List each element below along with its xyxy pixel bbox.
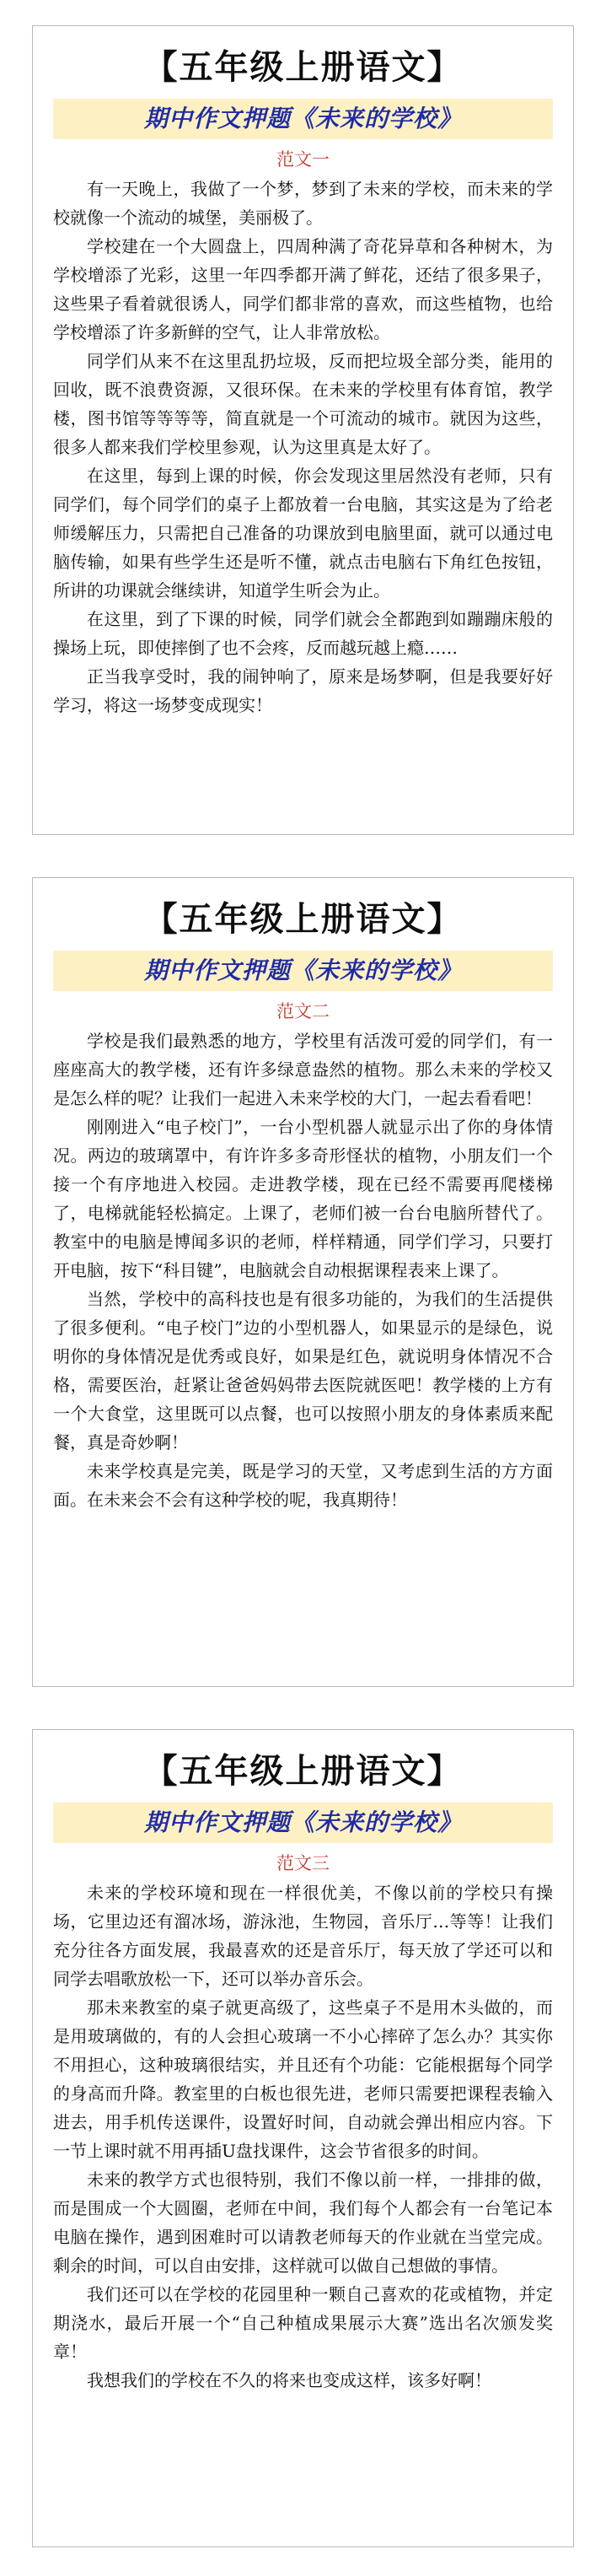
paragraph: 有一天晚上，我做了一个梦，梦到了未来的学校，而未来的学校就像一个流动的城堡，美丽极了。 [53,179,553,228]
main-title: 【五年级上册语文】 [143,1752,463,1791]
essay-body [53,1027,553,1514]
sample-label: 范文三 [276,1853,330,1873]
sample-label: 范文二 [276,1001,330,1021]
paragraph: 未来的教学方式也很特别，我们不像以前一样，一排排的做，而是围成一个大圆圈，老师在中间，我们每个人都会有一台笔记本电脑在操作，遇到困难时可以请教老师每天的作业就在当堂完成。剩余的时间，可以自由安排，这样就可以做自己想做的事情。 [53,2169,553,2276]
paragraph: 我想我们的学校在不久的将来也变成这样，该多好啊！ [87,2370,491,2390]
main-title: 【五年级上册语文】 [143,900,463,939]
sample-label: 范文一 [276,149,330,170]
paragraph: 未来学校真是完美，既是学习的天堂，又考虑到生活的方方面面。在未来会不会有这种学校的呢，我真期待！ [53,1461,553,1510]
paragraph: 正当我享受时，我的闹钟响了，原来是场梦啊，但是我要好好学习，将这一场梦变成现实！ [53,666,553,715]
paragraph: 那未来教室的桌子就更高级了，这些桌子不是用木头做的，而是用玻璃做的，有的人会担心玻璃一不小心摔碎了怎么办？其实你不用担心，这种玻璃很结实，并且还有个功能：它能根据每个同学的身高而升降。教室里的白板也很先进，老师只需要把课程表输入进去，用手机传送课件，设置好时间，自动就会弹出相应内容。下一节上课时就不用再插U盘找课件，这会节省很多的时间。 [53,1997,553,2161]
subtitle: 期中作文押题《未来的学校》 [143,105,462,132]
article-card-2 [32,877,574,1687]
essay-body [53,175,553,719]
main-title: 【五年级上册语文】 [143,48,463,87]
essay-body [53,1878,553,2395]
subtitle: 期中作文押题《未来的学校》 [143,1808,462,1836]
paragraph: 同学们从来不在这里乱扔垃圾，反而把垃圾全部分类，能用的回收，既不浪费资源，又很环保。在未来的学校里有体育馆，教学楼，图书馆等等等等，简直就是一个可流动的城市。就因为这些，很多人都来我们学校里参观，认为这里真是太好了。 [53,351,553,457]
paragraph: 学校是我们最熟悉的地方，学校里有活泼可爱的同学们，有一座座高大的教学楼，还有许多绿意盎然的植物。那么未来的学校又是怎么样的呢？让我们一起进入未来学校的大门，一起去看看吧！ [53,1031,553,1108]
subtitle: 期中作文押题《未来的学校》 [143,957,462,984]
paragraph: 我们还可以在学校的花园里种一颗自己喜欢的花或植物，并定期浇水，最后开展一个“自己种植成果展示大赛”选出名次颁发奖章！ [53,2284,553,2362]
article-card-3 [32,1729,574,2547]
paragraph: 当然，学校中的高科技也是有很多功能的，为我们的生活提供了很多便利。“电子校门”边的小型机器人，如果显示的是绿色，说明你的身体情况是优秀或良好，如果是红色，就说明身体情况不合格，需要医治，赶紧让爸爸妈妈带去医院就医吧！教学楼的上方有一个大食堂，这里既可以点餐，也可以按照小朋友的身体素质来配餐，真是奇妙啊！ [53,1289,553,1452]
paragraph: 未来的学校环境和现在一样很优美，不像以前的学校只有操场，它里边还有溜冰场，游泳池，生物园，音乐厅…等等！让我们充分往各方面发展，我最喜欢的还是音乐厅，每天放了学还可以和同学去唱歌放松一下，还可以举办音乐会。 [53,1883,553,1989]
article-card-1 [32,25,574,835]
subtitle-band [53,951,553,991]
paragraph: 在这里，到了下课的时候，同学们就会全都跑到如蹦蹦床般的操场上玩，即使摔倒了也不会疼，反而越玩越上瘾…… [53,609,553,658]
paragraph: 在这里，每到上课的时候，你会发现这里居然没有老师，只有同学们，每个同学们的桌子上都放着一台电脑，其实这是为了给老师缓解压力，只需把自己准备的功课放到电脑里面，就可以通过电脑传输，如果有些学生还是听不懂，就点击电脑右下角红色按钮，所讲的功课就会继续讲，知道学生听会为止。 [53,466,553,601]
subtitle-band [53,99,553,139]
paragraph: 刚刚进入“电子校门”，一台小型机器人就显示出了你的身体情况。两边的玻璃罩中，有许许多多奇形怪状的植物，小朋友们一个接一个有序地进入校园。走进教学楼，现在已经不需要再爬楼梯了，电梯就能轻松搞定。上课了，老师们被一台台电脑所替代了。教室中的电脑是博闻多识的老师，样样精通，同学们学习，只要打开电脑，按下“科目键”，电脑就会自动根据课程表来上课了。 [53,1117,553,1280]
subtitle-band [53,1803,553,1843]
paragraph: 学校建在一个大圆盘上，四周种满了奇花异草和各种树木，为学校增添了光彩，这里一年四季都开满了鲜花，还结了很多果子，这些果子看着就很诱人，同学们都非常的喜欢，而这些植物，也给学校增添了许多新鲜的空气，让人非常放松。 [53,236,553,342]
